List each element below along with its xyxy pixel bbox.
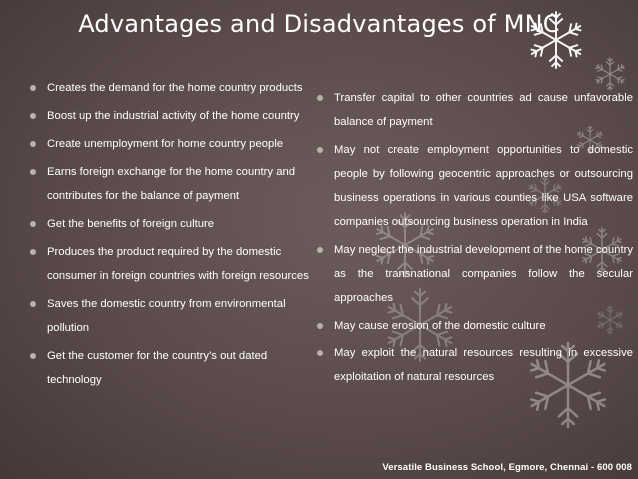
bullet-icon — [317, 147, 323, 153]
list-item — [317, 238, 633, 311]
list-item-text: May exploit the natural resources resulting in excessive exploitation of natural resources — [334, 346, 633, 384]
list-item-text: May cause erosion of the domestic culture — [334, 319, 546, 332]
bullet-icon — [30, 221, 36, 227]
bullet-icon — [317, 247, 323, 253]
list-item-text: Get the customer for the country’s out dated technology — [47, 350, 268, 386]
list-item-text: Saves the domestic country from environmental pollution — [47, 298, 286, 334]
list-item — [30, 344, 313, 392]
footer-text: Versatile Business School, Egmore, Chennai - 600 008 — [382, 462, 632, 473]
list-item — [30, 132, 313, 156]
list-item — [317, 314, 633, 338]
list-item — [317, 341, 633, 390]
advantages-list — [30, 76, 313, 396]
list-item — [317, 86, 633, 135]
list-item — [30, 76, 313, 100]
slide-title: Advantages and Disadvantages of MNC — [78, 10, 560, 38]
list-item — [30, 104, 313, 128]
bullet-icon — [30, 249, 36, 255]
list-item — [317, 138, 633, 235]
list-item-text: Creates the demand for the home country products — [47, 82, 303, 94]
list-item-text: Create unemployment for home country people — [47, 138, 284, 150]
list-item — [30, 160, 313, 208]
bullet-icon — [30, 113, 36, 119]
list-item — [30, 212, 313, 236]
bullet-icon — [30, 141, 36, 147]
list-item-text: May not create employment opportunities to domestic people by following geocentric approaches or outsourcing business operations in various counties like USA software companies outsourcing business operation in India — [334, 143, 633, 229]
list-item — [30, 240, 313, 288]
bullet-icon — [30, 353, 36, 359]
disadvantages-list — [317, 86, 633, 393]
list-item-text: Transfer capital to other countries ad cause unfavorable balance of payment — [334, 92, 633, 129]
bullet-icon — [30, 169, 36, 175]
bullet-icon — [30, 301, 36, 307]
bullet-icon — [317, 323, 323, 329]
list-item-text: May neglect the industrial development of the home country as the transnational companies follow the secular approaches — [334, 243, 633, 305]
list-item-text: Produces the product required by the domestic consumer in foreign countries with foreign resources — [47, 246, 309, 282]
list-item-text: Earns foreign exchange for the home country and contributes for the balance of payment — [47, 166, 296, 202]
bullet-icon — [317, 95, 323, 101]
bullet-icon — [30, 85, 36, 91]
bullet-icon — [317, 350, 323, 356]
list-item-text: Get the benefits of foreign culture — [47, 218, 215, 230]
list-item-text: Boost up the industrial activity of the home country — [47, 110, 300, 122]
list-item — [30, 292, 313, 340]
